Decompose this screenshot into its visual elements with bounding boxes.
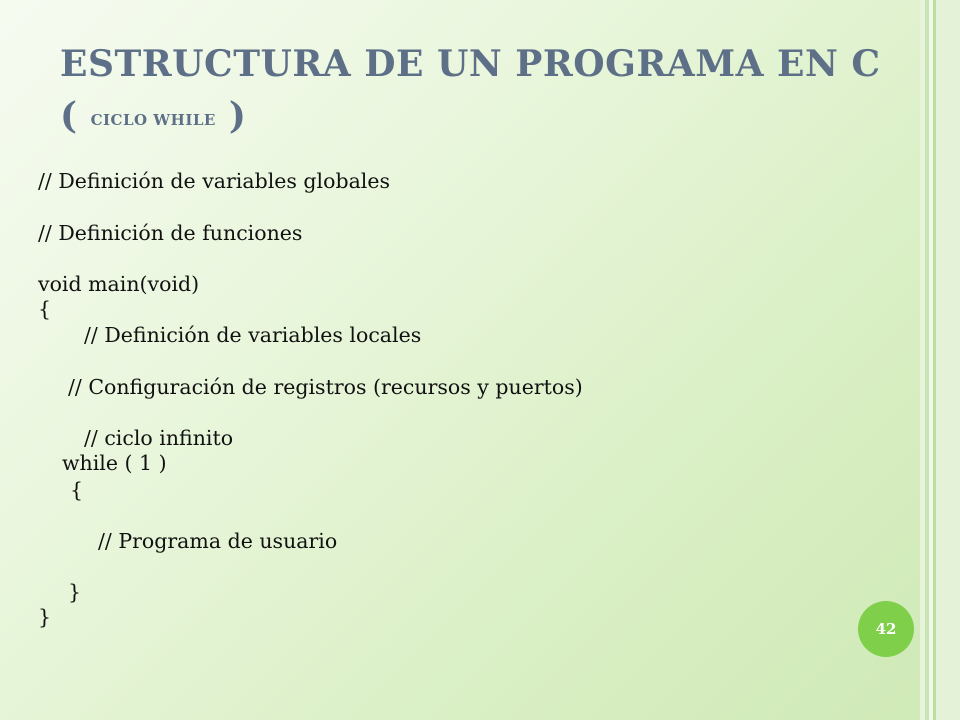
decorative-side-stripes bbox=[920, 0, 960, 720]
code-line-functions-comment: // Definición de funciones bbox=[38, 221, 303, 245]
code-line-while-open-brace: { bbox=[70, 478, 84, 502]
code-line-while-close-brace: } bbox=[68, 580, 82, 604]
code-line-main-close-brace: } bbox=[38, 605, 52, 629]
title-paren-open: ( bbox=[60, 95, 91, 137]
title-paren-close: ) bbox=[215, 95, 247, 137]
slide-title-main: ESTRUCTURA DE UN PROGRAMA EN C bbox=[60, 43, 881, 85]
code-line-locals-comment: // Definición de variables locales bbox=[84, 323, 422, 347]
code-line-user-program-comment: // Programa de usuario bbox=[98, 529, 338, 553]
code-line-globals-comment: // Definición de variables globales bbox=[38, 169, 391, 193]
code-line-registers-comment: // Configuración de registros (recursos y puertos) bbox=[68, 375, 583, 399]
title-subtitle: CICLO WHILE bbox=[90, 111, 216, 129]
page-number-badge bbox=[858, 601, 914, 657]
code-line-main-signature: void main(void) bbox=[38, 272, 200, 296]
code-line-loop-comment: // ciclo infinito bbox=[84, 426, 234, 450]
code-line-while: while ( 1 ) bbox=[62, 451, 167, 475]
page-number: 42 bbox=[875, 620, 897, 638]
code-block bbox=[38, 0, 858, 720]
code-line-main-open-brace: { bbox=[38, 297, 52, 321]
